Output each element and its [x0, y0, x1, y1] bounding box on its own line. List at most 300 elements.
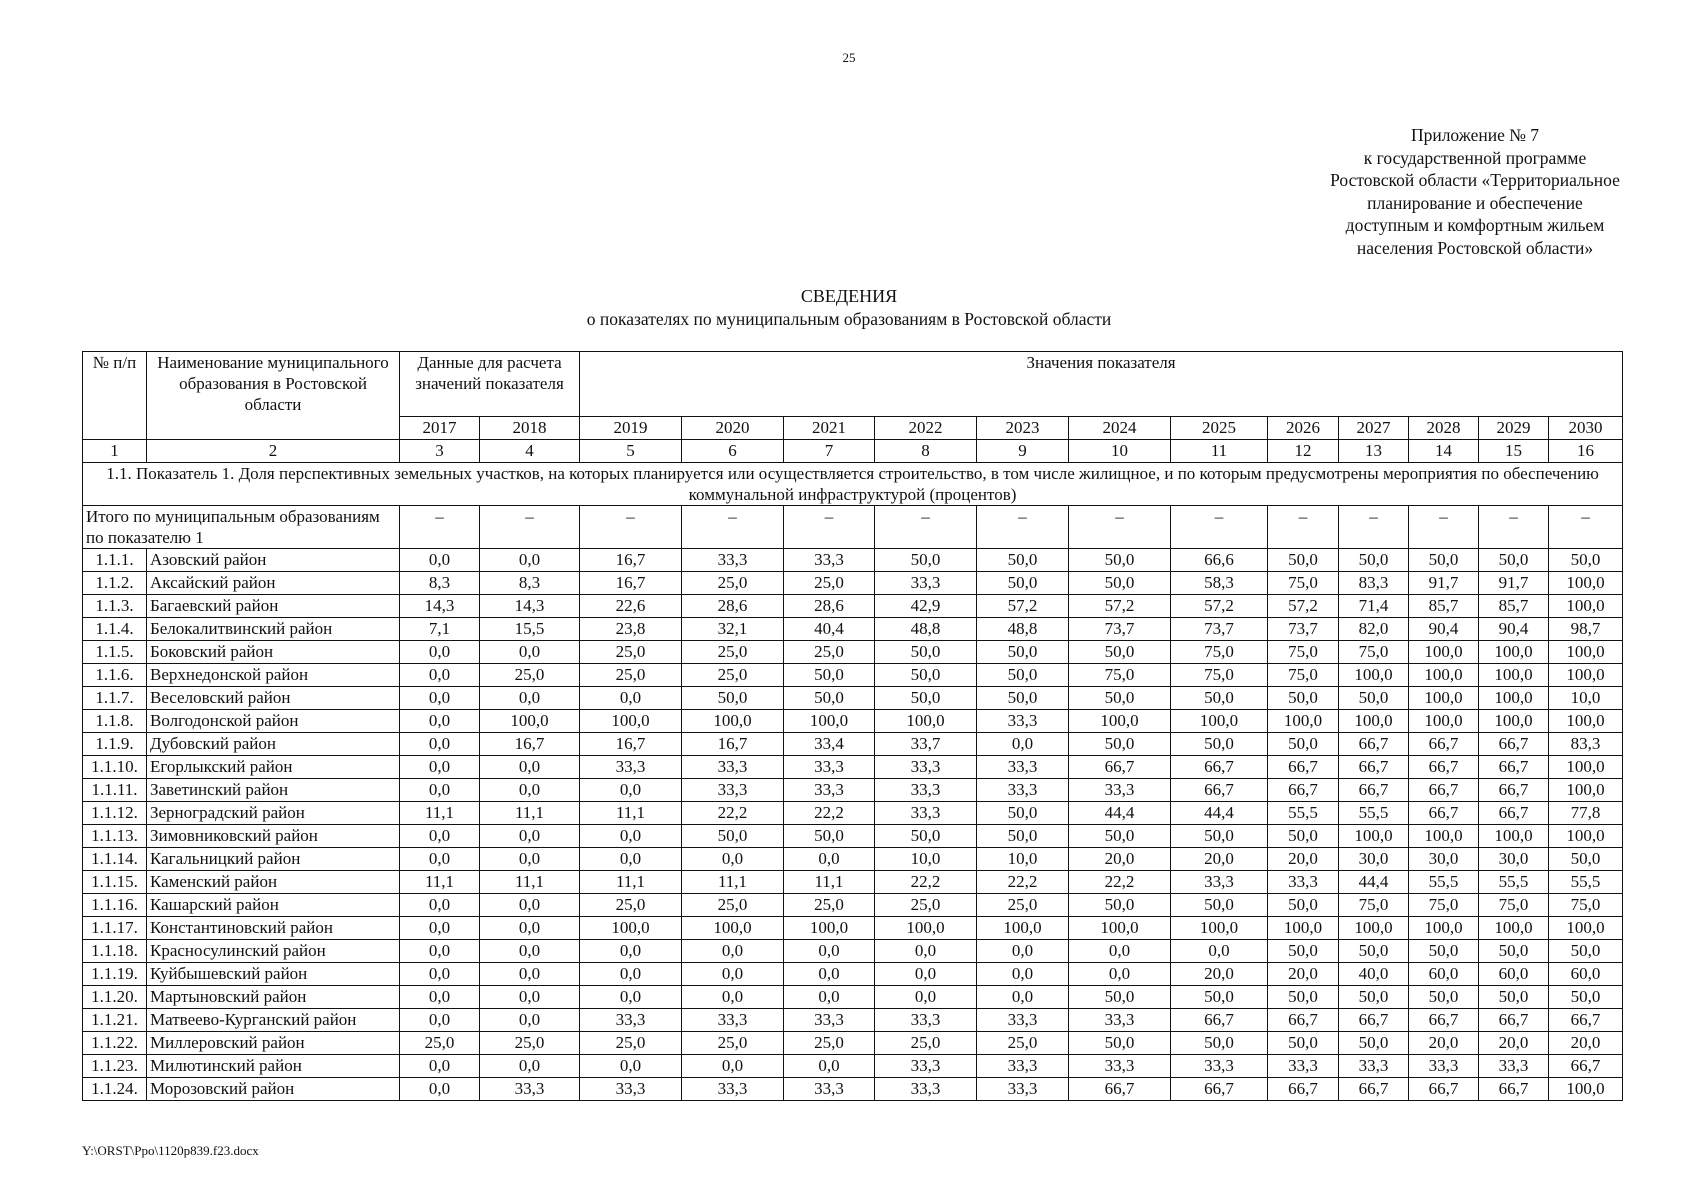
indicator-value: 0,0: [480, 756, 580, 779]
indicator-value: 50,0: [1268, 940, 1339, 963]
row-number: 1.1.15.: [83, 871, 147, 894]
indicator-value: 33,3: [784, 1009, 875, 1032]
indicator-value: 11,1: [400, 871, 480, 894]
indicator-value: 11,1: [480, 802, 580, 825]
indicator-value: 25,0: [580, 641, 682, 664]
section-row: [83, 463, 1623, 506]
year-header: 2025: [1171, 417, 1268, 440]
indicator-value: 75,0: [1549, 894, 1623, 917]
indicator-value: 66,7: [1171, 756, 1268, 779]
indicator-value: 50,0: [1171, 1032, 1268, 1055]
indicator-value: 66,7: [1171, 1009, 1268, 1032]
municipality-name: Милютинский район: [147, 1055, 400, 1078]
indicator-value: 33,3: [1268, 871, 1339, 894]
indicator-value: 14,3: [480, 595, 580, 618]
indicator-value: 50,0: [1171, 986, 1268, 1009]
total-value: –: [682, 506, 784, 549]
indicator-value: 20,0: [1268, 848, 1339, 871]
indicator-value: 0,0: [875, 963, 977, 986]
municipality-name: Аксайский район: [147, 572, 400, 595]
municipality-name: Морозовский район: [147, 1078, 400, 1101]
indicator-value: 33,3: [682, 1078, 784, 1101]
indicator-value: 0,0: [400, 848, 480, 871]
year-header: 2024: [1069, 417, 1171, 440]
indicator-value: 50,0: [784, 687, 875, 710]
indicator-value: 0,0: [400, 687, 480, 710]
indicator-value: 28,6: [682, 595, 784, 618]
indicator-value: 33,3: [977, 1055, 1069, 1078]
indicator-value: 100,0: [1549, 1078, 1623, 1101]
header-name: Наименование муниципального образования в Ростовской области: [147, 352, 400, 440]
indicator-value: 66,7: [1549, 1055, 1623, 1078]
indicator-value: 66,7: [1171, 779, 1268, 802]
indicator-value: 33,3: [977, 1009, 1069, 1032]
indicator-value: 50,0: [1339, 986, 1409, 1009]
indicator-value: 33,3: [875, 756, 977, 779]
year-header: 2029: [1479, 417, 1549, 440]
indicator-value: 100,0: [1409, 825, 1479, 848]
table-row: [83, 779, 1623, 802]
indicator-value: 100,0: [1171, 710, 1268, 733]
indicator-value: 50,0: [1268, 894, 1339, 917]
table-row: [83, 802, 1623, 825]
column-number: 8: [875, 440, 977, 463]
indicator-value: 20,0: [1549, 1032, 1623, 1055]
row-number: 1.1.24.: [83, 1078, 147, 1101]
indicator-value: 0,0: [480, 549, 580, 572]
indicator-value: 50,0: [1069, 572, 1171, 595]
indicator-value: 100,0: [1409, 710, 1479, 733]
municipality-name: Матвеево-Курганский район: [147, 1009, 400, 1032]
column-number: 15: [1479, 440, 1549, 463]
indicator-value: 50,0: [1339, 687, 1409, 710]
column-number: 3: [400, 440, 480, 463]
indicator-value: 25,0: [784, 641, 875, 664]
year-header: 2017: [400, 417, 480, 440]
indicator-value: 75,0: [1171, 664, 1268, 687]
indicator-value: 33,3: [784, 1078, 875, 1101]
column-numbers-row: [83, 440, 1623, 463]
header-values: Значения показателя: [580, 352, 1623, 417]
table-row: [83, 595, 1623, 618]
total-value: –: [480, 506, 580, 549]
indicator-value: 55,5: [1549, 871, 1623, 894]
indicator-value: 33,3: [875, 802, 977, 825]
indicator-value: 100,0: [1479, 664, 1549, 687]
indicator-value: 33,3: [682, 549, 784, 572]
indicator-value: 0,0: [480, 825, 580, 848]
indicator-value: 0,0: [400, 963, 480, 986]
indicator-value: 11,1: [682, 871, 784, 894]
table-row: [83, 572, 1623, 595]
indicator-value: 100,0: [1409, 917, 1479, 940]
indicator-value: 66,7: [1409, 779, 1479, 802]
column-number: 12: [1268, 440, 1339, 463]
indicator-value: 25,0: [784, 1032, 875, 1055]
indicator-value: 90,4: [1409, 618, 1479, 641]
indicator-value: 50,0: [875, 641, 977, 664]
indicator-value: 50,0: [1549, 549, 1623, 572]
indicator-value: 25,0: [580, 664, 682, 687]
indicator-value: 0,0: [1069, 963, 1171, 986]
indicator-value: 66,7: [1339, 1009, 1409, 1032]
indicator-value: 25,0: [682, 572, 784, 595]
indicator-value: 50,0: [1069, 986, 1171, 1009]
indicator-value: 0,0: [400, 1009, 480, 1032]
indicator-value: 66,7: [1409, 802, 1479, 825]
indicator-value: 0,0: [875, 986, 977, 1009]
indicator-value: 66,7: [1479, 802, 1549, 825]
indicator-value: 0,0: [480, 1055, 580, 1078]
column-number: 4: [480, 440, 580, 463]
indicator-value: 66,7: [1069, 756, 1171, 779]
indicator-value: 0,0: [480, 1009, 580, 1032]
row-number: 1.1.12.: [83, 802, 147, 825]
municipality-name: Миллеровский район: [147, 1032, 400, 1055]
municipality-name: Константиновский район: [147, 917, 400, 940]
total-value: –: [1339, 506, 1409, 549]
table-body: [83, 463, 1623, 1101]
table-row: [83, 894, 1623, 917]
indicator-value: 33,3: [580, 1078, 682, 1101]
indicator-value: 0,0: [875, 940, 977, 963]
indicator-value: 66,7: [1479, 1078, 1549, 1101]
indicator-value: 100,0: [1409, 687, 1479, 710]
indicator-value: 0,0: [784, 1055, 875, 1078]
table-row: [83, 1032, 1623, 1055]
indicator-value: 10,0: [1549, 687, 1623, 710]
appendix-line: к государственной программе: [1363, 147, 1587, 168]
indicator-value: 0,0: [682, 1055, 784, 1078]
indicator-value: 33,3: [682, 1009, 784, 1032]
indicator-value: 50,0: [1479, 549, 1549, 572]
indicator-value: 100,0: [580, 917, 682, 940]
indicator-value: 0,0: [400, 641, 480, 664]
indicator-value: 100,0: [1069, 917, 1171, 940]
year-header: 2018: [480, 417, 580, 440]
indicator-value: 75,0: [1069, 664, 1171, 687]
indicator-value: 25,0: [977, 894, 1069, 917]
appendix-note: [1250, 124, 1698, 259]
indicator-value: 0,0: [977, 940, 1069, 963]
indicator-value: 50,0: [1171, 687, 1268, 710]
table-row: [83, 733, 1623, 756]
indicator-value: 50,0: [875, 825, 977, 848]
indicator-value: 25,0: [682, 664, 784, 687]
indicator-value: 75,0: [1268, 572, 1339, 595]
indicator-value: 25,0: [400, 1032, 480, 1055]
municipality-name: Зимовниковский район: [147, 825, 400, 848]
indicator-value: 55,5: [1479, 871, 1549, 894]
indicator-value: 75,0: [1268, 641, 1339, 664]
indicator-value: 66,7: [1268, 779, 1339, 802]
indicator-value: 0,0: [784, 848, 875, 871]
indicator-value: 0,0: [480, 894, 580, 917]
indicator-value: 98,7: [1549, 618, 1623, 641]
indicator-value: 0,0: [1171, 940, 1268, 963]
indicator-value: 0,0: [977, 963, 1069, 986]
indicator-value: 66,7: [1409, 1078, 1479, 1101]
indicator-value: 20,0: [1479, 1032, 1549, 1055]
indicator-value: 50,0: [977, 641, 1069, 664]
indicator-value: 0,0: [400, 1055, 480, 1078]
indicator-value: 50,0: [1069, 641, 1171, 664]
indicator-value: 33,3: [875, 1055, 977, 1078]
indicator-value: 66,7: [1339, 756, 1409, 779]
indicator-value: 0,0: [480, 687, 580, 710]
table-row: [83, 1009, 1623, 1032]
indicator-value: 0,0: [480, 963, 580, 986]
indicator-value: 100,0: [1549, 756, 1623, 779]
indicator-value: 0,0: [400, 664, 480, 687]
indicator-value: 66,6: [1171, 549, 1268, 572]
indicator-value: 100,0: [1339, 917, 1409, 940]
indicator-value: 100,0: [1549, 572, 1623, 595]
indicator-value: 0,0: [784, 986, 875, 1009]
indicator-value: 0,0: [480, 917, 580, 940]
row-number: 1.1.19.: [83, 963, 147, 986]
indicator-value: 0,0: [400, 940, 480, 963]
indicator-value: 66,7: [1339, 733, 1409, 756]
indicator-value: 50,0: [1268, 1032, 1339, 1055]
indicator-value: 33,3: [1069, 779, 1171, 802]
row-number: 1.1.4.: [83, 618, 147, 641]
indicator-value: 50,0: [1069, 825, 1171, 848]
indicator-value: 20,0: [1268, 963, 1339, 986]
column-number: 7: [784, 440, 875, 463]
indicator-value: 55,5: [1409, 871, 1479, 894]
indicator-value: 33,3: [1171, 1055, 1268, 1078]
total-value: –: [1409, 506, 1479, 549]
indicator-value: 85,7: [1479, 595, 1549, 618]
indicator-value: 20,0: [1171, 848, 1268, 871]
row-number: 1.1.8.: [83, 710, 147, 733]
indicator-value: 0,0: [682, 940, 784, 963]
indicator-value: 50,0: [977, 572, 1069, 595]
indicator-value: 16,7: [480, 733, 580, 756]
indicator-value: 40,4: [784, 618, 875, 641]
table-row: [83, 756, 1623, 779]
total-value: –: [1268, 506, 1339, 549]
indicator-value: 0,0: [682, 963, 784, 986]
indicator-value: 20,0: [1171, 963, 1268, 986]
footer-file-path: Y:\ORST\Ppo\1120p839.f23.docx: [82, 1143, 259, 1158]
indicator-value: 25,0: [580, 1032, 682, 1055]
indicator-value: 11,1: [580, 802, 682, 825]
table-row: [83, 664, 1623, 687]
indicator-value: 75,0: [1339, 894, 1409, 917]
indicator-value: 66,7: [1479, 733, 1549, 756]
column-number: 1: [83, 440, 147, 463]
indicator-value: 22,2: [977, 871, 1069, 894]
indicator-value: 57,2: [1268, 595, 1339, 618]
column-number: 14: [1409, 440, 1479, 463]
indicator-value: 83,3: [1339, 572, 1409, 595]
table-row: [83, 825, 1623, 848]
indicator-value: 66,7: [1268, 756, 1339, 779]
indicator-value: 82,0: [1339, 618, 1409, 641]
year-header: 2020: [682, 417, 784, 440]
indicator-value: 100,0: [1479, 687, 1549, 710]
indicator-value: 48,8: [875, 618, 977, 641]
indicator-value: 50,0: [1171, 825, 1268, 848]
indicator-value: 30,0: [1409, 848, 1479, 871]
indicator-value: 0,0: [580, 825, 682, 848]
table-row: [83, 549, 1623, 572]
total-value: –: [784, 506, 875, 549]
indicator-value: 50,0: [977, 664, 1069, 687]
indicator-value: 11,1: [480, 871, 580, 894]
indicator-value: 57,2: [1069, 595, 1171, 618]
total-value: –: [1069, 506, 1171, 549]
year-header: 2026: [1268, 417, 1339, 440]
header-num: № п/п: [83, 352, 147, 440]
indicator-value: 30,0: [1339, 848, 1409, 871]
indicator-value: 100,0: [1549, 825, 1623, 848]
column-number: 13: [1339, 440, 1409, 463]
indicator-value: 73,7: [1069, 618, 1171, 641]
indicator-value: 50,0: [1479, 940, 1549, 963]
indicator-value: 100,0: [1549, 641, 1623, 664]
indicator-value: 48,8: [977, 618, 1069, 641]
indicator-value: 66,7: [1339, 1078, 1409, 1101]
indicator-value: 73,7: [1268, 618, 1339, 641]
indicator-value: 73,7: [1171, 618, 1268, 641]
indicator-value: 33,3: [875, 1009, 977, 1032]
indicator-value: 83,3: [1549, 733, 1623, 756]
indicator-value: 66,7: [1268, 1078, 1339, 1101]
indicator-value: 50,0: [784, 664, 875, 687]
table-row: [83, 687, 1623, 710]
indicator-value: 100,0: [1479, 710, 1549, 733]
table-row: [83, 940, 1623, 963]
indicator-value: 33,3: [1479, 1055, 1549, 1078]
indicator-value: 25,0: [875, 894, 977, 917]
row-number: 1.1.21.: [83, 1009, 147, 1032]
indicator-value: 33,4: [784, 733, 875, 756]
table-row: [83, 1055, 1623, 1078]
indicator-value: 50,0: [1171, 733, 1268, 756]
indicator-value: 22,2: [784, 802, 875, 825]
total-value: –: [1171, 506, 1268, 549]
total-label: Итого по муниципальным образованиям по показателю 1: [83, 506, 400, 549]
column-number: 9: [977, 440, 1069, 463]
table-row: [83, 963, 1623, 986]
indicator-value: 23,8: [580, 618, 682, 641]
indicator-value: 50,0: [1268, 687, 1339, 710]
municipality-name: Дубовский район: [147, 733, 400, 756]
table-row: [83, 641, 1623, 664]
header-row: [83, 352, 1623, 417]
row-number: 1.1.20.: [83, 986, 147, 1009]
indicator-value: 50,0: [1409, 986, 1479, 1009]
indicator-value: 50,0: [1549, 940, 1623, 963]
indicator-value: 100,0: [1409, 664, 1479, 687]
indicator-value: 25,0: [875, 1032, 977, 1055]
row-number: 1.1.6.: [83, 664, 147, 687]
indicator-value: 0,0: [580, 848, 682, 871]
municipality-name: Егорлыкский район: [147, 756, 400, 779]
indicator-value: 30,0: [1479, 848, 1549, 871]
indicator-value: 0,0: [682, 986, 784, 1009]
appendix-line: населения Ростовской области»: [1356, 237, 1594, 258]
indicator-value: 0,0: [480, 641, 580, 664]
indicator-value: 100,0: [1549, 779, 1623, 802]
indicator-value: 75,0: [1171, 641, 1268, 664]
row-number: 1.1.22.: [83, 1032, 147, 1055]
indicator-value: 25,0: [480, 664, 580, 687]
total-value: –: [580, 506, 682, 549]
indicator-value: 0,0: [784, 963, 875, 986]
indicator-value: 50,0: [1339, 1032, 1409, 1055]
indicator-value: 71,4: [1339, 595, 1409, 618]
appendix-line: планирование и обеспечение: [1367, 192, 1583, 213]
municipality-name: Каменский район: [147, 871, 400, 894]
indicator-value: 40,0: [1339, 963, 1409, 986]
indicator-value: 33,3: [1409, 1055, 1479, 1078]
table-row: [83, 710, 1623, 733]
municipality-name: Веселовский район: [147, 687, 400, 710]
total-value: –: [875, 506, 977, 549]
indicator-value: 20,0: [1069, 848, 1171, 871]
indicator-value: 0,0: [580, 687, 682, 710]
indicator-value: 15,5: [480, 618, 580, 641]
document-subtitle: о показателях по муниципальным образованиям в Ростовской области: [586, 309, 1112, 329]
indicator-value: 100,0: [480, 710, 580, 733]
indicator-value: 33,3: [784, 549, 875, 572]
indicator-value: 11,1: [400, 802, 480, 825]
indicator-value: 50,0: [1069, 733, 1171, 756]
year-header: 2030: [1549, 417, 1623, 440]
total-row: [83, 506, 1623, 549]
column-number: 16: [1549, 440, 1623, 463]
indicator-value: 100,0: [1171, 917, 1268, 940]
indicator-value: 33,3: [977, 779, 1069, 802]
total-value: –: [400, 506, 480, 549]
indicator-value: 25,0: [784, 572, 875, 595]
indicator-value: 22,2: [875, 871, 977, 894]
indicator-value: 100,0: [1549, 710, 1623, 733]
indicator-value: 8,3: [400, 572, 480, 595]
indicator-value: 42,9: [875, 595, 977, 618]
row-number: 1.1.16.: [83, 894, 147, 917]
municipality-name: Верхнедонской район: [147, 664, 400, 687]
indicator-value: 0,0: [480, 779, 580, 802]
indicator-value: 0,0: [400, 1078, 480, 1101]
indicator-value: 16,7: [580, 572, 682, 595]
row-number: 1.1.23.: [83, 1055, 147, 1078]
indicator-value: 50,0: [875, 549, 977, 572]
indicator-value: 20,0: [1409, 1032, 1479, 1055]
indicator-value: 50,0: [977, 802, 1069, 825]
indicator-value: 50,0: [682, 687, 784, 710]
indicator-value: 0,0: [580, 940, 682, 963]
indicator-value: 0,0: [400, 986, 480, 1009]
indicator-value: 25,0: [784, 894, 875, 917]
indicator-value: 0,0: [580, 1055, 682, 1078]
indicator-value: 33,3: [580, 1009, 682, 1032]
indicator-value: 100,0: [1479, 825, 1549, 848]
indicator-value: 16,7: [682, 733, 784, 756]
indicator-value: 50,0: [1268, 549, 1339, 572]
indicator-value: 91,7: [1479, 572, 1549, 595]
column-number: 6: [682, 440, 784, 463]
indicator-value: 50,0: [1268, 733, 1339, 756]
indicator-value: 100,0: [580, 710, 682, 733]
table-row: [83, 848, 1623, 871]
indicator-value: 58,3: [1171, 572, 1268, 595]
year-header: 2021: [784, 417, 875, 440]
